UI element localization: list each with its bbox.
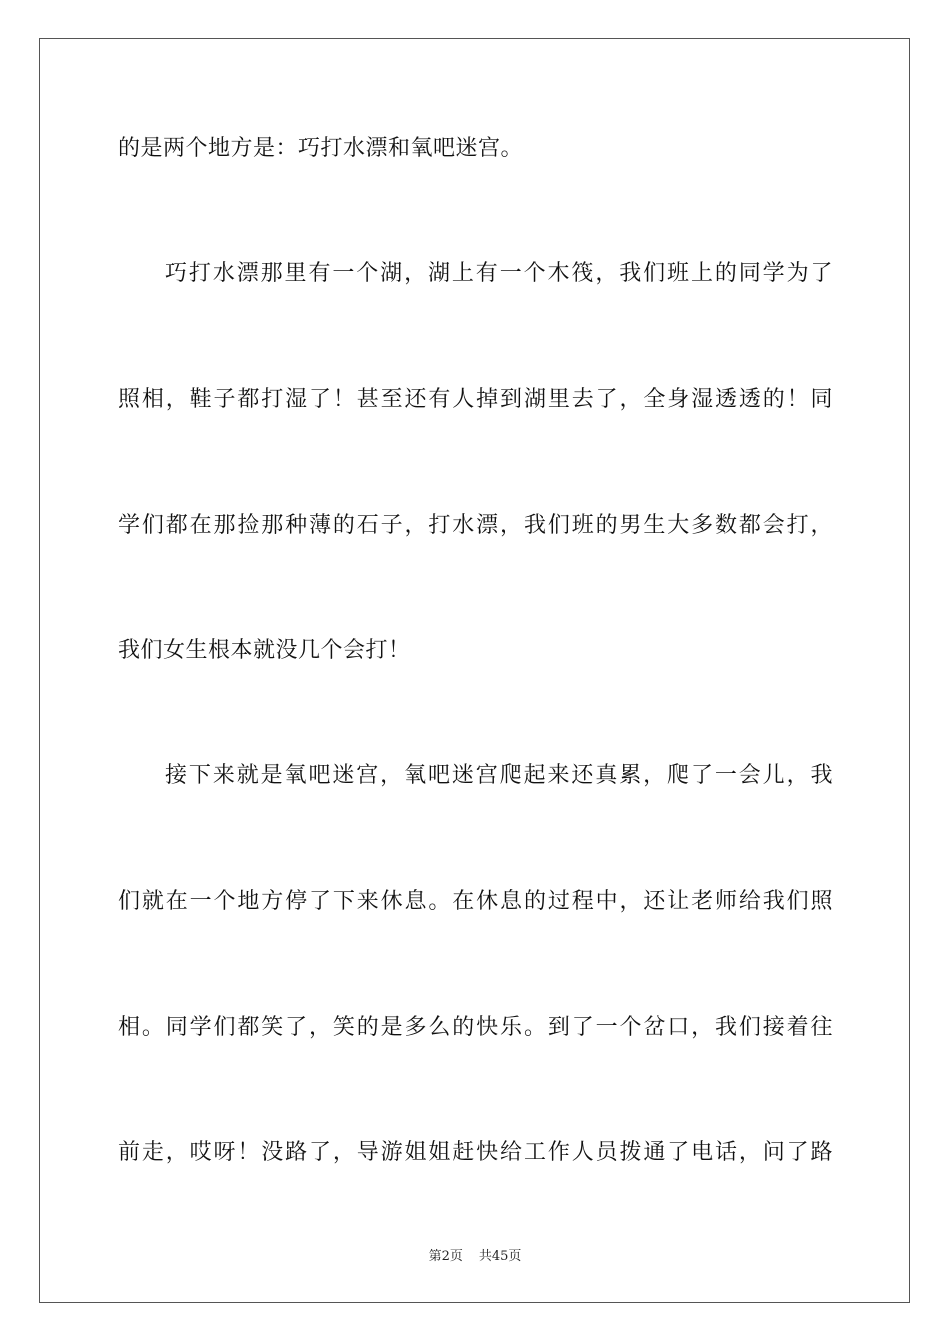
text-line-2: 巧打水漂那里有一个湖，湖上有一个木筏，我们班上的同学为了 xyxy=(165,261,833,286)
text-line-4: 学们都在那捡那种薄的石子，打水漂，我们班的男生大多数都会打， xyxy=(118,513,833,538)
text-line-9: 前走，哎呀！没路了，导游姐姐赶快给工作人员拨通了电话，问了路 xyxy=(118,1140,833,1165)
page-border xyxy=(39,38,910,1303)
text-line-7: 们就在一个地方停了下来休息。在休息的过程中，还让老师给我们照 xyxy=(118,889,833,914)
page-number: 第2页 xyxy=(428,1249,463,1264)
text-line-3: 照相，鞋子都打湿了！甚至还有人掉到湖里去了，全身湿透透的！同 xyxy=(118,387,833,412)
text-line-1: 的是两个地方是：巧打水漂和氧吧迷宫。 xyxy=(118,136,524,161)
page-total: 共45页 xyxy=(478,1249,522,1264)
text-line-8: 相。同学们都笑了，笑的是多么的快乐。到了一个岔口，我们接着往 xyxy=(118,1015,833,1040)
page-footer xyxy=(0,1248,950,1266)
text-line-5: 我们女生根本就没几个会打！ xyxy=(118,638,411,663)
text-line-6: 接下来就是氧吧迷宫，氧吧迷宫爬起来还真累，爬了一会儿，我 xyxy=(165,763,833,788)
